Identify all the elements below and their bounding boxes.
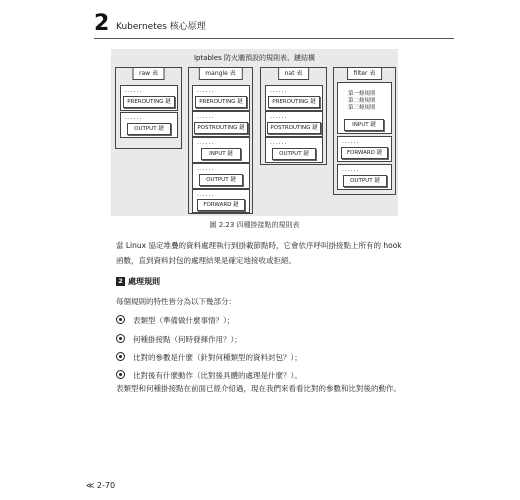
chain-dots: ...... (125, 87, 143, 94)
section-heading (116, 276, 160, 287)
bullet-icon (116, 315, 125, 324)
chain-input: INPUT 鏈 (344, 119, 384, 131)
chain-dots: ...... (342, 138, 360, 145)
chain-forward: FORWARD 鏈 (341, 147, 388, 159)
property-item (116, 334, 242, 345)
table-label-nat: nat 表 (278, 67, 310, 80)
body-paragraph-2: 表類型和何種掛接點在前面已經介紹過，現在我們來看看比對的參數和比對後的動作。 (116, 384, 401, 393)
chain-group (265, 137, 323, 163)
chain-dots: ...... (125, 114, 143, 121)
chain-dots: ...... (197, 139, 215, 146)
chain-group (192, 137, 250, 163)
chain-postrouting: POSTROUTING 鏈 (267, 122, 321, 134)
property-item (116, 370, 302, 381)
chain-dots: ...... (270, 113, 288, 120)
chain-group (337, 136, 392, 162)
figure-caption: 圖 2.23 四種掛接點的規則表 (209, 221, 300, 229)
property-text: 比對的參數是什麼（針對何種類型的資料封包？）； (133, 353, 302, 362)
chain-group (192, 85, 250, 111)
chain-group (192, 189, 250, 213)
chain-output: OUTPUT 鏈 (343, 175, 387, 187)
chain-dots: ...... (197, 113, 215, 120)
section-number: 2 (116, 277, 125, 286)
figure-title: Iptables 防火牆預設的規則表、鏈結構 (193, 54, 316, 62)
table-label-raw: raw 表 (132, 67, 165, 80)
chain-prerouting: PREROUTING 鏈 (195, 96, 247, 108)
mangle-table (188, 67, 253, 214)
chain-dots: ...... (342, 166, 360, 173)
chain-group (265, 85, 323, 111)
section-title: 處理規則 (128, 277, 160, 286)
chain-group (120, 85, 178, 111)
chain-group (192, 163, 250, 189)
chain-group (192, 111, 250, 137)
rule-2: 第二條規則 (348, 98, 376, 104)
nat-table (260, 67, 327, 165)
bullet-icon (116, 334, 125, 343)
property-text: 比對後有什麼動作（比對後具體的處理是什麼？）。 (133, 371, 302, 380)
property-item (116, 315, 234, 326)
filter-table (333, 67, 396, 195)
chain-postrouting: POSTROUTING 鏈 (194, 122, 248, 134)
bullet-icon (116, 370, 125, 379)
chain-group (337, 164, 392, 190)
rule-3: 第三條規則 (348, 105, 376, 111)
property-text: 何種掛接點（何時發揮作用？）； (133, 335, 242, 344)
chain-output: OUTPUT 鏈 (199, 174, 243, 186)
table-label-filter: filter 表 (347, 67, 383, 80)
chain-forward: FORWARD 鏈 (197, 199, 245, 211)
body-paragraph-1: 當 Linux 協定堆疊的資料處理執行到掛載節點時，它會依序呼叫掛接點上所有的 hook 函數，直到資料封包的處理結果是確定地接收或拒絕。 (116, 241, 402, 265)
bullet-icon (116, 352, 125, 361)
property-text: 表類型（準備做什麼事情？）； (133, 316, 235, 325)
properties-intro: 每個規則的特性皆分為以下幾部分： (116, 297, 236, 306)
chain-output: OUTPUT 鏈 (127, 123, 171, 135)
property-item (116, 352, 302, 363)
chain-group (337, 82, 392, 134)
rule-1: 第一條規則 (348, 91, 376, 97)
chain-output: OUTPUT 鏈 (272, 148, 316, 160)
chain-prerouting: PREROUTING 鏈 (268, 96, 320, 108)
table-label-mangle: mangle 表 (198, 67, 242, 80)
chain-group (120, 112, 178, 138)
chapter-number: 2 (94, 11, 110, 36)
header-rule (94, 38, 454, 39)
filter-rules (348, 91, 376, 112)
chain-dots: ...... (270, 87, 288, 94)
chain-prerouting: PREROUTING 鏈 (123, 96, 175, 108)
chain-input: INPUT 鏈 (201, 148, 241, 160)
page-number: ≪ 2-70 (86, 481, 116, 490)
raw-table (115, 67, 182, 149)
chain-dots: ...... (270, 139, 288, 146)
chain-dots: ...... (197, 165, 215, 172)
chain-dots: ...... (197, 191, 215, 198)
chapter-title: Kubernetes 核心原理 (116, 22, 206, 32)
chain-group (265, 111, 323, 137)
chain-dots: ...... (197, 87, 215, 94)
